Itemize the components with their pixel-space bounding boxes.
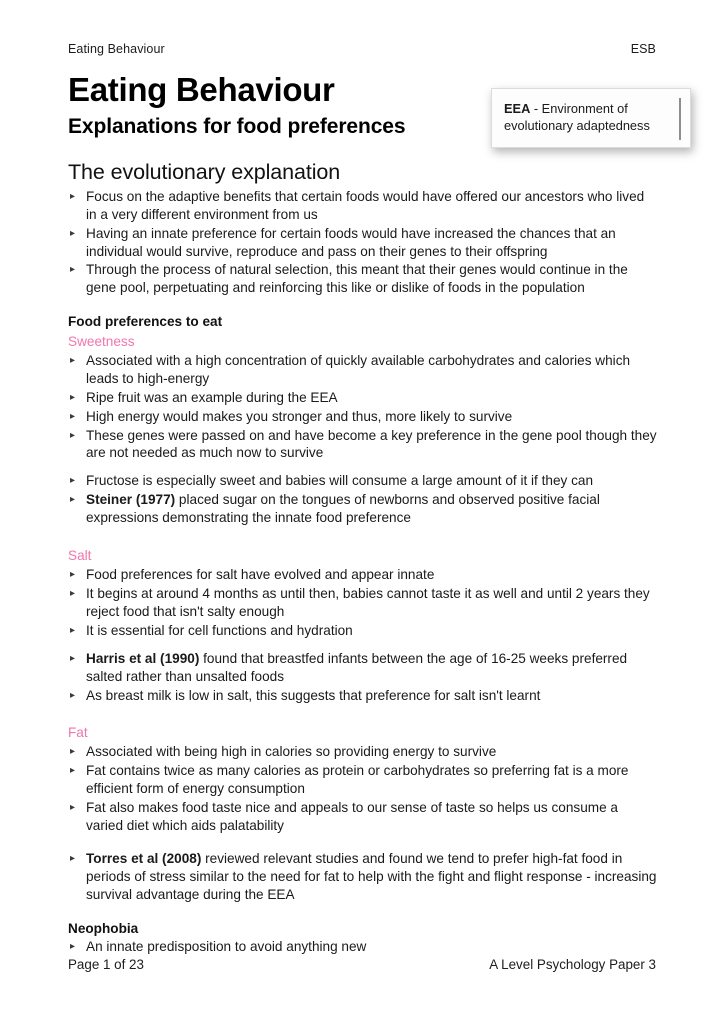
spacer (68, 463, 658, 472)
header-right-text: ESB (630, 42, 656, 56)
footer-right-text: A Level Psychology Paper 3 (489, 957, 656, 972)
list-item: ▸ Fat contains twice as many calories as protein or carbohydrates so preferring fat is a more efficient form of energy consumption (68, 762, 658, 798)
spacer (68, 705, 658, 723)
list-item: ▸ High energy would makes you stronger and thus, more likely to survive (68, 408, 658, 426)
list-item: ▸ Fat also makes food taste nice and appeals to our sense of taste so helps us consume a varied diet which aids palatability (68, 799, 658, 835)
eea-callout-term: EEA (504, 101, 531, 116)
list-item: ▸ It is essential for cell functions and hydration (68, 622, 658, 640)
study-text: found that breastfed infants between the age of 16-25 weeks preferred salted rather than unsalted foods (86, 650, 628, 684)
study-citation: Harris et al (1990) (86, 650, 200, 666)
subheading-sweetness: Sweetness (68, 334, 135, 350)
subheading-salt: Salt (68, 548, 92, 564)
bullet-list-fat-studies (68, 850, 658, 904)
running-header (68, 42, 656, 56)
list-item: ▸ These genes were passed on and have become a key preference in the gene pool though they are not needed as much now to survive (68, 427, 658, 463)
study-citation: Torres et al (2008) (86, 850, 202, 866)
list-item: ▸ Through the process of natural selection, this meant that their genes would continue in the gene pool, perpetuating and reinforcing this like or dislike of foods in the population (68, 261, 658, 297)
eea-callout-definition: - Environment of evolutionary adaptedness (504, 101, 650, 134)
section-heading-evolutionary: The evolutionary explanation (68, 160, 341, 184)
page-title: Eating Behaviour (68, 71, 335, 108)
bullet-list-salt (68, 566, 658, 640)
document-body (68, 160, 658, 957)
list-item: ▸ Associated with being high in calories so providing energy to survive (68, 743, 658, 761)
subheading-fat: Fat (68, 725, 88, 741)
list-item (68, 472, 658, 490)
bullet-list-sweetness (68, 352, 658, 463)
subheading-food-preferences: Food preferences to eat (68, 314, 223, 330)
list-item: ▸ Focus on the adaptive benefits that certain foods would have offered our ancestors who lived in a very different environment from us (68, 188, 658, 224)
list-item (68, 850, 658, 904)
list-item: ▸ It begins at around 4 months as until then, babies cannot taste it as well and until 2 years they reject food that isn't salty enough (68, 585, 658, 621)
list-item: ▸ Ripe fruit was an example during the EEA (68, 389, 658, 407)
list-item: ▸ Associated with a high concentration of quickly available carbohydrates and calories which leads to high-energy (68, 352, 658, 388)
spacer (68, 836, 658, 850)
bullet-list-neophobia (68, 938, 658, 956)
bullet-list-salt-studies (68, 650, 658, 705)
bullet-list-evolutionary (68, 188, 658, 298)
text-cursor-icon (679, 98, 681, 140)
list-item (68, 491, 658, 527)
list-item: ▸ Food preferences for salt have evolved and appear innate (68, 566, 658, 584)
running-footer (68, 957, 656, 972)
list-item (68, 687, 658, 705)
eea-callout-text (504, 100, 672, 135)
study-citation: Steiner (1977) (86, 492, 176, 508)
page-subtitle: Explanations for food preferences (68, 115, 406, 138)
list-item (68, 650, 658, 686)
spacer (68, 641, 658, 650)
eea-callout-box (491, 88, 691, 148)
study-text: placed sugar on the tongues of newborns and observed positive facial expressions demonstrating the innate food preference (86, 492, 600, 526)
study-text: Fructose is especially sweet and babies will consume a large amount of it if they can (86, 473, 593, 489)
spacer (68, 528, 658, 546)
header-left-text: Eating Behaviour (68, 42, 165, 56)
list-item: ▸ Having an innate preference for certain foods would have increased the chances that an individual would survive, reproduce and pass on their genes to their offspring (68, 225, 658, 261)
bullet-list-sweetness-studies (68, 472, 658, 527)
list-item: ▸ An innate predisposition to avoid anything new (68, 938, 658, 956)
spacer (68, 298, 658, 312)
bullet-list-fat (68, 743, 658, 835)
subheading-neophobia: Neophobia (68, 920, 139, 936)
study-text: reviewed relevant studies and found we tend to prefer high-fat food in periods of stress similar to the need for fat to help with the fight and flight response - increasing survival advantage during the EEA (86, 850, 657, 902)
spacer (68, 905, 658, 919)
study-text: As breast milk is low in salt, this suggests that preference for salt isn't learnt (86, 687, 541, 703)
page-number-text: Page 1 of 23 (68, 957, 144, 972)
